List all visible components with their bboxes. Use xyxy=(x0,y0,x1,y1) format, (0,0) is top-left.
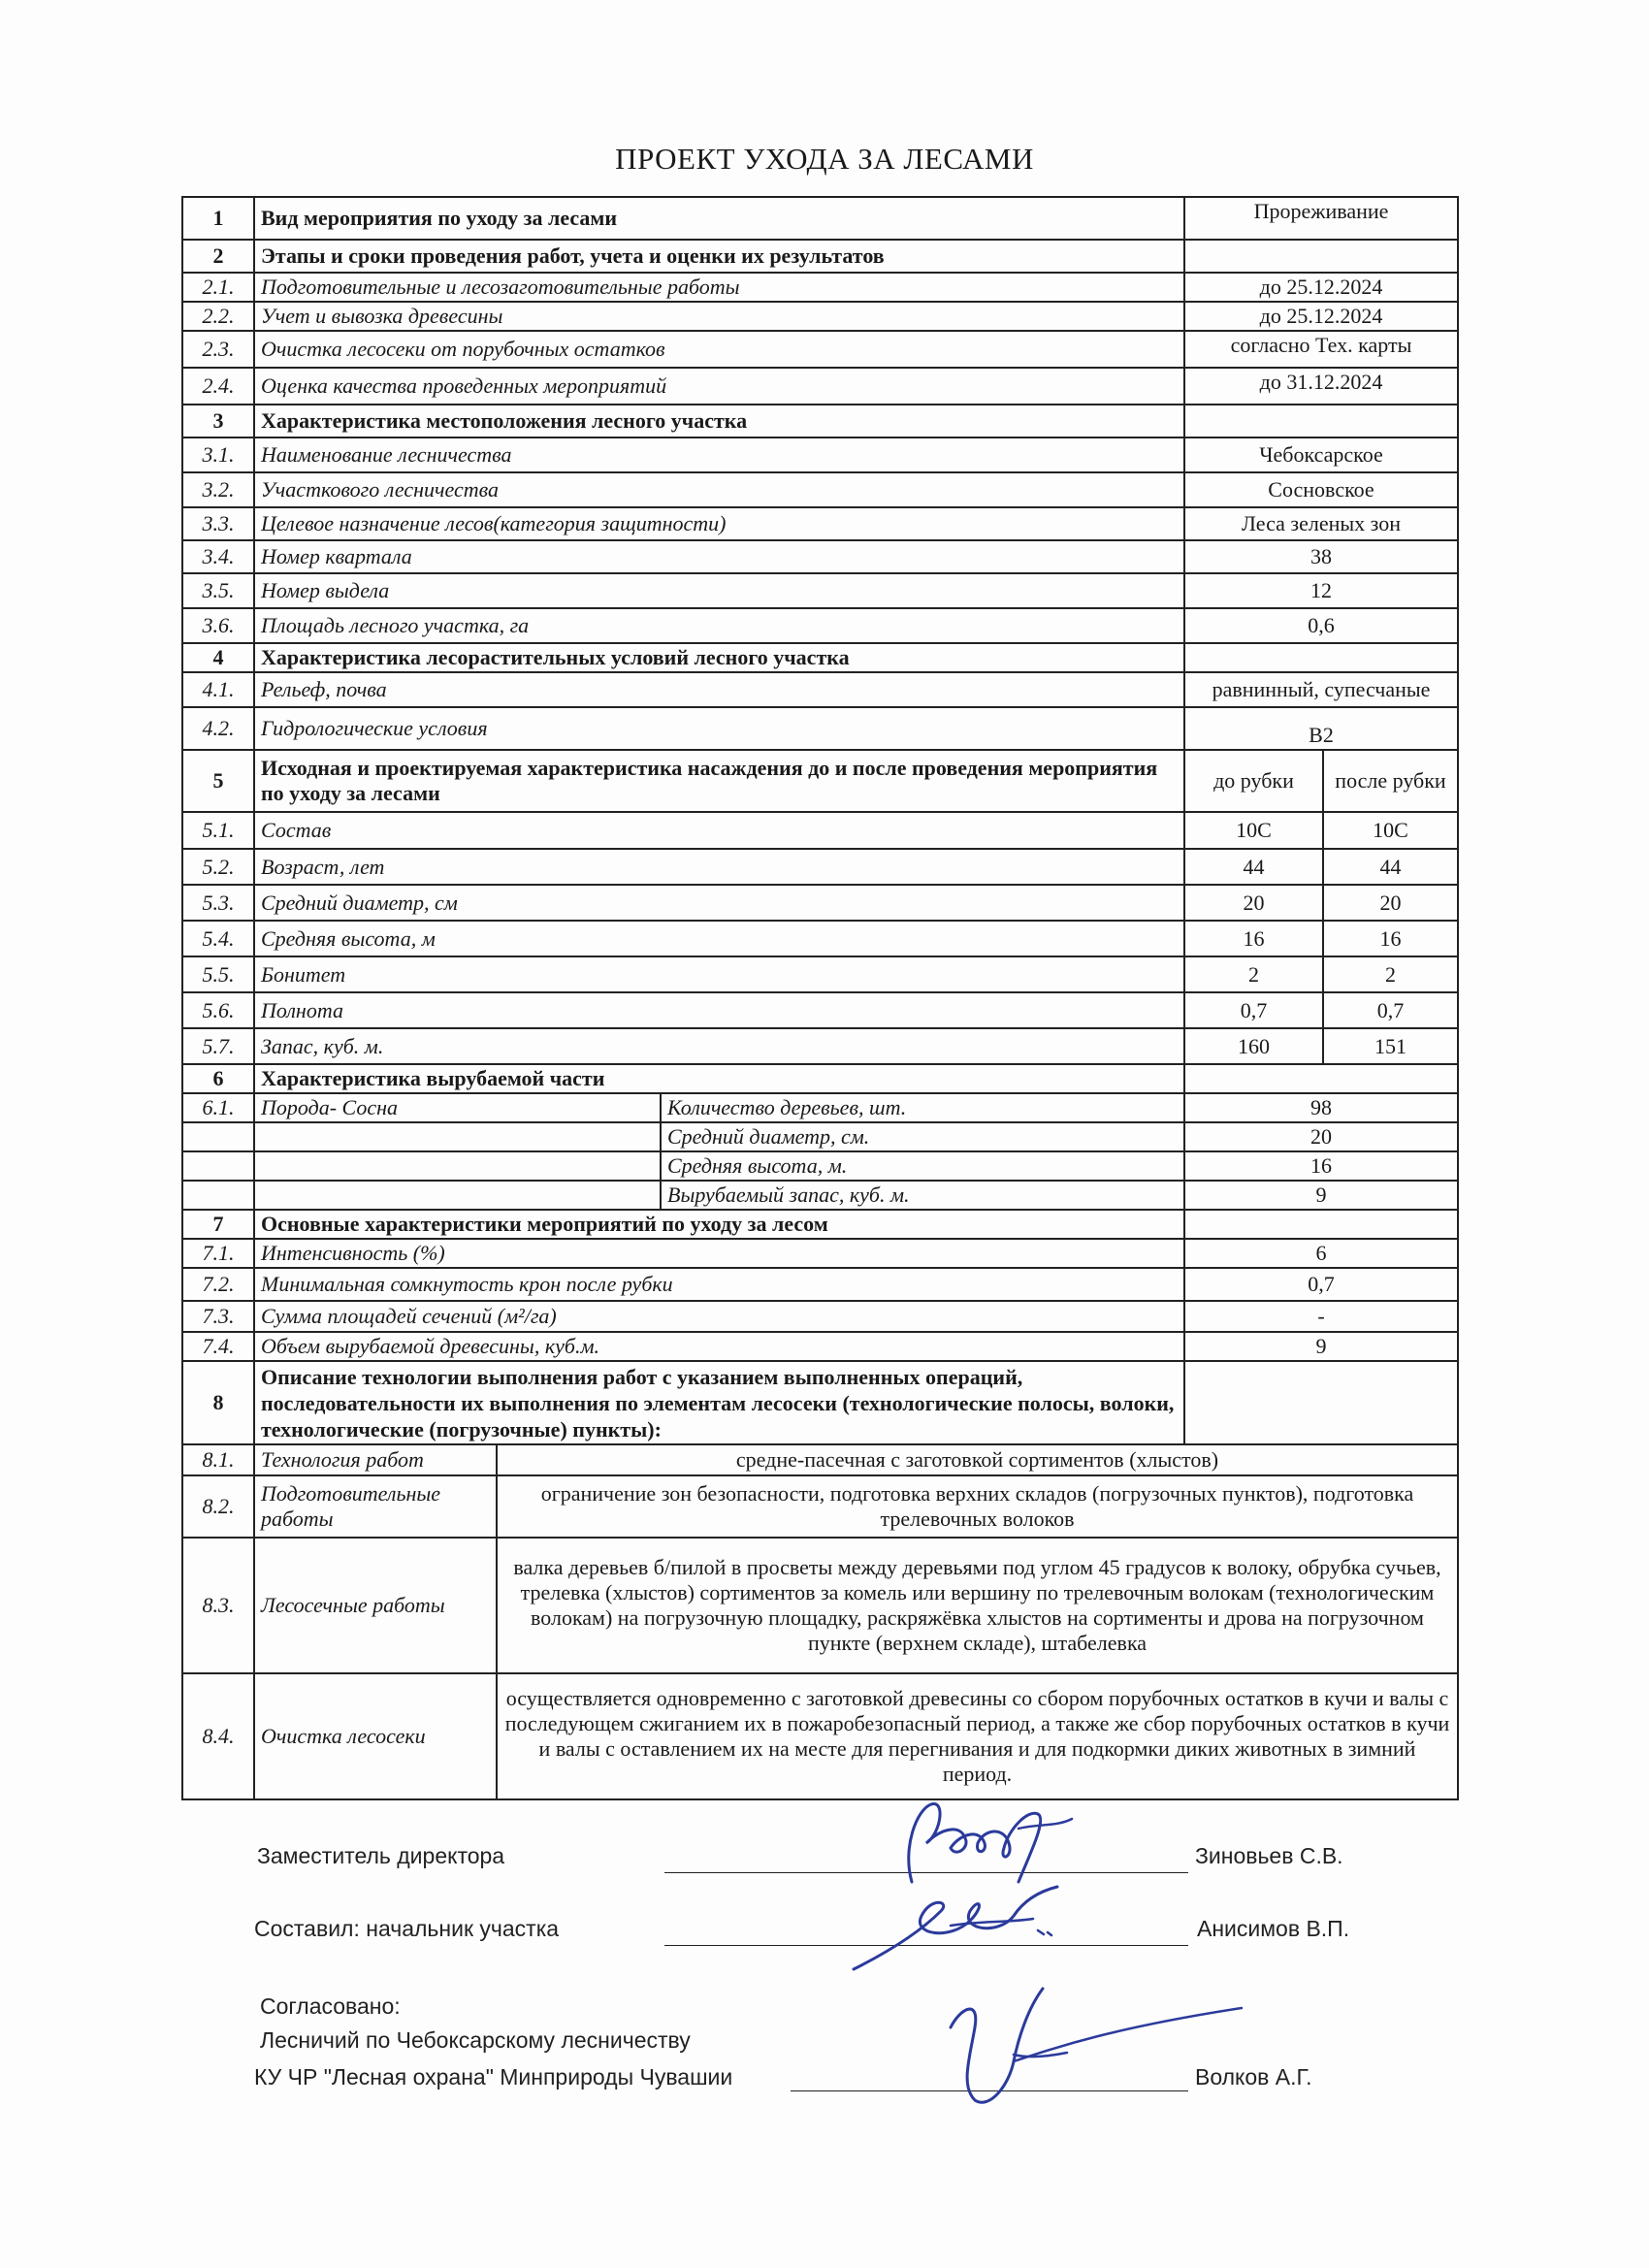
row-value: 98 xyxy=(1184,1093,1458,1122)
row-number: 4.1. xyxy=(182,672,254,707)
row-number: 8.4. xyxy=(182,1673,254,1799)
row-label: Подготовительные работы xyxy=(254,1475,497,1538)
row-label: Учет и вывозка древесины xyxy=(254,302,1184,331)
deputy-name: Зиновьев С.В. xyxy=(1195,1843,1343,1868)
table-row xyxy=(182,812,1458,849)
row-label: Участкового лесничества xyxy=(254,472,1184,507)
section-title: Характеристика местоположения лесного участка xyxy=(254,405,1184,437)
section-number: 3 xyxy=(182,405,254,437)
row-number: 5.7. xyxy=(182,1028,254,1064)
table-row xyxy=(182,1475,1458,1538)
row-number: 2.1. xyxy=(182,273,254,302)
row-label: Очистка лесосеки xyxy=(254,1673,497,1799)
section-1-row xyxy=(182,197,1458,240)
section-title: Характеристика лесорастительных условий лесного участка xyxy=(254,643,1184,672)
after-value: 151 xyxy=(1323,1028,1458,1064)
row-label: Средний диаметр, см. xyxy=(661,1122,1184,1151)
before-value: 160 xyxy=(1184,1028,1323,1064)
table-row xyxy=(182,1028,1458,1064)
section-5-header xyxy=(182,750,1458,812)
row-value: 12 xyxy=(1184,573,1458,608)
row-label: Количество деревьев, шт. xyxy=(661,1093,1184,1122)
row-label: Средняя высота, м xyxy=(254,921,1184,956)
forester-title-line2: КУ ЧР "Лесная охрана" Минприроды Чувашии xyxy=(254,2064,733,2090)
row-label: Интенсивность (%) xyxy=(254,1239,1184,1268)
table-row xyxy=(182,1444,1458,1475)
logging-description: валка деревьев б/пилой в просветы между деревьями под углом 45 градусов к волоку, обрубка сучьев, трелевка (хлыстов) сортиментов за комель или вершину по трелевочным волокам (технологическим волокам) на погрузочную площадку, раскряжёвка хлыстов на сортименты и дрова на погрузочном пункте (верхнем складе), штабелевка xyxy=(497,1538,1458,1673)
table-row xyxy=(182,573,1458,608)
table-row xyxy=(182,1181,1458,1210)
table-row xyxy=(182,1093,1458,1122)
row-number: 8.3. xyxy=(182,1538,254,1673)
row-number: 8.2. xyxy=(182,1475,254,1538)
row-label: Оценка качества проведенных мероприятий xyxy=(254,368,1184,405)
before-cut-header: до рубки xyxy=(1184,750,1323,812)
row-value: 0,6 xyxy=(1184,608,1458,643)
table-row xyxy=(182,885,1458,921)
row-value: - xyxy=(1184,1301,1458,1332)
species-label: Порода- Сосна xyxy=(254,1093,661,1122)
after-value: 20 xyxy=(1323,885,1458,921)
row-label: Вырубаемый запас, куб. м. xyxy=(661,1181,1184,1210)
row-number: 5.5. xyxy=(182,956,254,992)
row-number: 3.4. xyxy=(182,540,254,573)
row-label: Объем вырубаемой древесины, куб.м. xyxy=(254,1332,1184,1361)
section-title: Этапы и сроки проведения работ, учета и оценки их результатов xyxy=(254,240,1184,273)
empty-cell xyxy=(254,1122,661,1151)
table-row xyxy=(182,849,1458,885)
cleanup-description: осуществляется одновременно с заготовкой древесины со сбором порубочных остатков в кучи и валы с последующем сжиганием их в пожаробезопасный период, а также же сбор порубочных остатков в кучи и валы с оставлением их на месте для перегнивания и для подкормки диких животных в зимний период. xyxy=(497,1673,1458,1799)
row-label: Состав xyxy=(254,812,1184,849)
before-value: 0,7 xyxy=(1184,992,1323,1028)
empty-cell xyxy=(1184,240,1458,273)
row-label: Сумма площадей сечений (м²/га) xyxy=(254,1301,1184,1332)
row-number: 6.1. xyxy=(182,1093,254,1122)
empty-cell xyxy=(1184,405,1458,437)
empty-cell xyxy=(1184,643,1458,672)
row-label: Средний диаметр, см xyxy=(254,885,1184,921)
table-row xyxy=(182,1673,1458,1799)
before-value: 2 xyxy=(1184,956,1323,992)
after-value: 10С xyxy=(1323,812,1458,849)
table-row xyxy=(182,608,1458,643)
table-row xyxy=(182,273,1458,302)
activity-type: Прореживание xyxy=(1184,197,1458,240)
row-label: Площадь лесного участка, га xyxy=(254,608,1184,643)
table-row xyxy=(182,672,1458,707)
table-row xyxy=(182,368,1458,405)
row-number: 3.1. xyxy=(182,437,254,472)
row-value: Леса зеленых зон xyxy=(1184,507,1458,540)
forest-care-table xyxy=(181,196,1459,1800)
row-label: Очистка лесосеки от порубочных остатков xyxy=(254,331,1184,368)
section-number: 4 xyxy=(182,643,254,672)
row-value: до 25.12.2024 xyxy=(1184,302,1458,331)
section-number: 5 xyxy=(182,750,254,812)
document-title: ПРОЕКТ УХОДА ЗА ЛЕСАМИ xyxy=(615,142,1034,176)
row-value: Чебоксарское xyxy=(1184,437,1458,472)
after-value: 44 xyxy=(1323,849,1458,885)
technology-description: средне-пасечная с заготовкой сортиментов (хлыстов) xyxy=(497,1444,1458,1475)
row-label: Наименование лесничества xyxy=(254,437,1184,472)
table-row xyxy=(182,1268,1458,1301)
table-row xyxy=(182,437,1458,472)
compiler-name: Анисимов В.П. xyxy=(1197,1916,1350,1941)
section-2-header xyxy=(182,240,1458,273)
after-value: 2 xyxy=(1323,956,1458,992)
table-row xyxy=(182,1239,1458,1268)
table-row xyxy=(182,1301,1458,1332)
row-value: 38 xyxy=(1184,540,1458,573)
section-number: 1 xyxy=(182,197,254,240)
section-title: Характеристика вырубаемой части xyxy=(254,1064,1184,1093)
row-value: В2 xyxy=(1184,707,1458,750)
table-row xyxy=(182,1332,1458,1361)
compiler-role: Составил: начальник участка xyxy=(254,1916,560,1941)
row-value: до 31.12.2024 xyxy=(1184,368,1458,405)
empty-cell xyxy=(1184,1361,1458,1444)
row-label: Средняя высота, м. xyxy=(661,1151,1184,1181)
empty-cell xyxy=(254,1151,661,1181)
section-7-header xyxy=(182,1210,1458,1239)
row-number: 2.4. xyxy=(182,368,254,405)
section-number: 8 xyxy=(182,1361,254,1444)
row-label: Полнота xyxy=(254,992,1184,1028)
row-number: 5.4. xyxy=(182,921,254,956)
row-number: 7.1. xyxy=(182,1239,254,1268)
row-number: 5.1. xyxy=(182,812,254,849)
table-row xyxy=(182,1151,1458,1181)
empty-cell xyxy=(182,1122,254,1151)
row-number: 5.6. xyxy=(182,992,254,1028)
empty-cell xyxy=(182,1181,254,1210)
row-number: 3.5. xyxy=(182,573,254,608)
section-8-header xyxy=(182,1361,1458,1444)
forester-signature-image xyxy=(922,1969,1271,2115)
compiler-signature-image xyxy=(834,1872,1086,1979)
section-number: 2 xyxy=(182,240,254,273)
row-number: 8.1. xyxy=(182,1444,254,1475)
section-number: 6 xyxy=(182,1064,254,1093)
section-4-header xyxy=(182,643,1458,672)
before-value: 16 xyxy=(1184,921,1323,956)
empty-cell xyxy=(1184,1064,1458,1093)
table-row xyxy=(182,707,1458,750)
row-number: 2.3. xyxy=(182,331,254,368)
row-label: Возраст, лет xyxy=(254,849,1184,885)
table-row xyxy=(182,921,1458,956)
before-value: 10С xyxy=(1184,812,1323,849)
row-label: Гидрологические условия xyxy=(254,707,1184,750)
row-value: согласно Тех. карты xyxy=(1184,331,1458,368)
row-label: Бонитет xyxy=(254,956,1184,992)
row-label: Запас, куб. м. xyxy=(254,1028,1184,1064)
section-6-header xyxy=(182,1064,1458,1093)
row-number: 5.3. xyxy=(182,885,254,921)
row-number: 3.6. xyxy=(182,608,254,643)
row-value: 9 xyxy=(1184,1332,1458,1361)
before-value: 20 xyxy=(1184,885,1323,921)
row-label: Номер квартала xyxy=(254,540,1184,573)
empty-cell xyxy=(1184,1210,1458,1239)
table-row xyxy=(182,331,1458,368)
row-value: 9 xyxy=(1184,1181,1458,1210)
row-label: Подготовительные и лесозаготовительные работы xyxy=(254,273,1184,302)
row-label: Технология работ xyxy=(254,1444,497,1475)
section-title: Основные характеристики мероприятий по уходу за лесом xyxy=(254,1210,1184,1239)
after-value: 16 xyxy=(1323,921,1458,956)
row-number: 4.2. xyxy=(182,707,254,750)
empty-cell xyxy=(254,1181,661,1210)
preparatory-description: ограничение зон безопасности, подготовка верхних складов (погрузочных пунктов), подготовка трелевочных волоков xyxy=(497,1475,1458,1538)
section-title: Описание технологии выполнения работ с указанием выполненных операций, последовательности их выполнения по элементам лесосеки (технологические полосы, волоки, технологические (погрузочные) пункты): xyxy=(254,1361,1184,1444)
table-row xyxy=(182,507,1458,540)
section-number: 7 xyxy=(182,1210,254,1239)
table-row xyxy=(182,472,1458,507)
table-row xyxy=(182,1538,1458,1673)
table-row xyxy=(182,302,1458,331)
row-number: 7.2. xyxy=(182,1268,254,1301)
section-3-header xyxy=(182,405,1458,437)
row-number: 3.3. xyxy=(182,507,254,540)
forester-title-line1: Лесничий по Чебоксарскому лесничеству xyxy=(260,2027,691,2053)
agreed-label: Согласовано: xyxy=(260,1993,401,2019)
row-label: Целевое назначение лесов(категория защитности) xyxy=(254,507,1184,540)
table-row xyxy=(182,956,1458,992)
row-value: до 25.12.2024 xyxy=(1184,273,1458,302)
row-value: 6 xyxy=(1184,1239,1458,1268)
row-value: 0,7 xyxy=(1184,1268,1458,1301)
section-title: Исходная и проектируемая характеристика насаждения до и после проведения мероприятия по уходу за лесами xyxy=(254,750,1184,812)
row-value: Сосновское xyxy=(1184,472,1458,507)
row-number: 3.2. xyxy=(182,472,254,507)
empty-cell xyxy=(182,1151,254,1181)
forester-name: Волков А.Г. xyxy=(1195,2064,1312,2090)
row-number: 7.3. xyxy=(182,1301,254,1332)
section-title: Вид мероприятия по уходу за лесами xyxy=(254,197,1184,240)
before-value: 44 xyxy=(1184,849,1323,885)
row-label: Номер выдела xyxy=(254,573,1184,608)
row-value: 16 xyxy=(1184,1151,1458,1181)
row-value: 20 xyxy=(1184,1122,1458,1151)
row-label: Лесосечные работы xyxy=(254,1538,497,1673)
row-number: 7.4. xyxy=(182,1332,254,1361)
after-value: 0,7 xyxy=(1323,992,1458,1028)
row-number: 5.2. xyxy=(182,849,254,885)
table-row xyxy=(182,1122,1458,1151)
deputy-role: Заместитель директора xyxy=(257,1843,505,1868)
table-row xyxy=(182,992,1458,1028)
after-cut-header: после рубки xyxy=(1323,750,1458,812)
row-value: равнинный, супесчаные xyxy=(1184,672,1458,707)
row-label: Рельеф, почва xyxy=(254,672,1184,707)
row-number: 2.2. xyxy=(182,302,254,331)
row-label: Минимальная сомкнутость крон после рубки xyxy=(254,1268,1184,1301)
table-row xyxy=(182,540,1458,573)
